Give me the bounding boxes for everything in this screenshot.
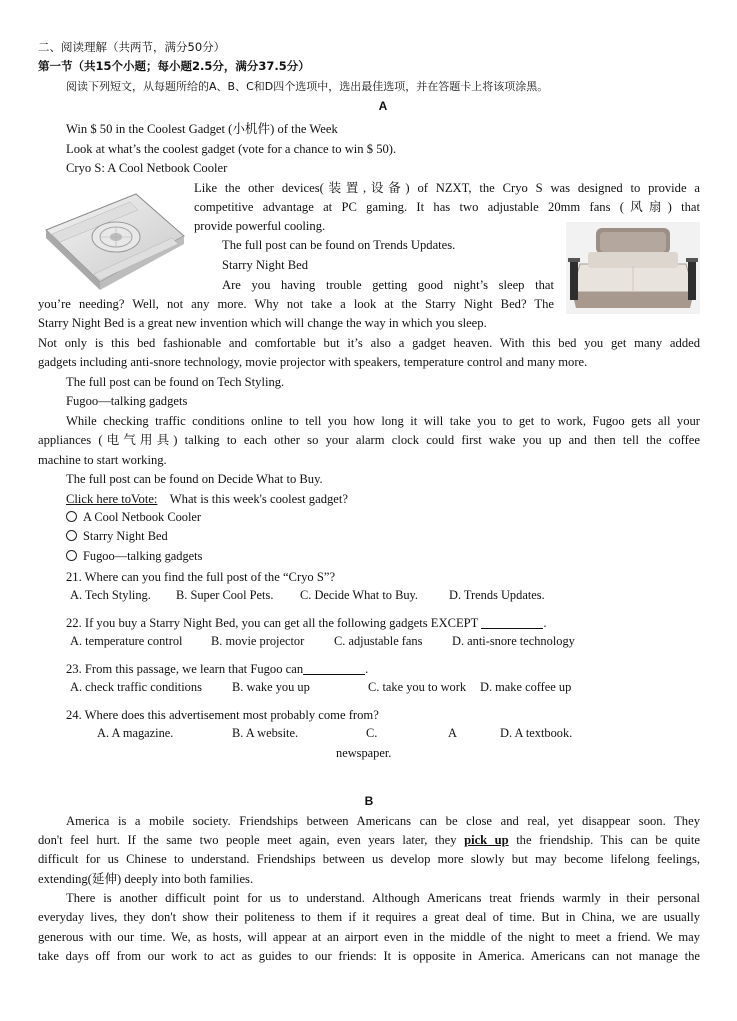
item2-line5: gadgets including anti-snore technology, movie projector with speakers, temperature control and many more. [38,355,588,369]
answer-blank [481,616,543,629]
vote-option-2[interactable]: Starry Night Bed [66,529,168,544]
passage-b-p1-line4: extending(延伸) deeply into both families. [38,872,254,886]
answer-blank [303,662,365,675]
section-heading: 二、阅读理解（共两节，满分50分） [38,40,226,54]
vote-question: What is this week's coolest gadget? [169,492,348,506]
vote-option-3[interactable]: Fugoo—talking gadgets [66,549,202,564]
item1-title: Cryo S: A Cool Netbook Cooler [66,161,228,175]
passage-b-p1-line2: don't feel hurt. If the same two people meet again, even years later, they pick up the friendship. This can be quite [38,833,701,847]
instructions: 阅读下列短文，从每题所给的A、B、C和D四个选项中，选出最佳选项，并在答题卡上将该项涂黑。 [66,80,549,93]
q21-option-b: B. Super Cool Pets. [176,588,274,602]
passage-a-title: Win $ 50 in the Coolest Gadget (小机件) of the Week [66,122,338,136]
part-one-heading: 第一节（共15个小题；每小题2.5分，满分37.5分） [38,59,310,73]
passage-b-p2-line3: generous with our time. We, as hosts, will appear at an airport even in the middle of the night to meet a friend. We may [38,930,700,944]
item2-full-post: The full post can be found on Tech Styling. [66,375,285,389]
passage-b-letter: B [364,794,374,808]
q21-option-d: D. Trends Updates. [449,588,545,602]
item3-title: Fugoo—talking gadgets [66,394,188,408]
item3-line3: machine to start working. [38,453,167,467]
q21-stem: 21. Where can you find the full post of the “Cryo S”? [66,570,336,584]
q22-option-a: A. temperature control [70,634,183,648]
item3-line1: While checking traffic conditions online to tell you how long it will take you to get to work, Fugoo gets all your [66,414,700,428]
q23-option-d: D. make coffee up [480,680,572,694]
item1-line2: competitive advantage at PC gaming. It has two adjustable 20mm fans (风扇) that [194,200,700,214]
q24-stem: 24. Where does this advertisement most probably come from? [66,708,379,722]
q22-option-c: C. adjustable fans [334,634,423,648]
q23-option-a: A. check traffic conditions [70,680,202,694]
vote-option-1[interactable]: A Cool Netbook Cooler [66,510,201,525]
passage-b-p2-line1: There is another difficult point for us to understand. Although Americans treat friends warmly in their personal [66,891,700,905]
passage-a-intro: Look at what’s the coolest gadget (vote for a chance to win $ 50). [66,142,397,156]
item2-line1: Are you having trouble getting good night’s sleep that [222,278,554,292]
q21-option-c: C. Decide What to Buy. [300,588,419,602]
netbook-cooler-image [38,190,188,290]
item2-line2: you’re needing? Well, not any more. Why not take a look at the Starry Night Bed? The [38,297,554,311]
vote-row [66,490,700,509]
q24-option-c-article: A [448,726,457,740]
q23-stem: 23. From this passage, we learn that Fugoo can [66,662,304,676]
radio-circle-icon[interactable] [66,550,77,561]
q24-option-a: A. A magazine. [97,726,174,740]
passage-a-letter: A [378,99,388,113]
item2-title: Starry Night Bed [222,258,309,272]
radio-circle-icon[interactable] [66,511,77,522]
q22-row: 22. If you buy a Starry Night Bed, you can get all the following gadgets EXCEPT . [66,616,547,630]
q24-option-c-text: newspaper. [336,746,392,760]
q23-row: 23. From this passage, we learn that Fugoo can . [66,662,369,676]
q23-option-c: C. take you to work [368,680,467,694]
item1-line3: provide powerful cooling. [194,219,326,233]
passage-b-p2-line4: take days off from our work to act as guides to our friends: It is opposite in America. Americans can not manage the [38,949,700,963]
item3-line2: appliances (电气用具) talking to each other so your alarm clock could first wake you up and then tell the coffee [38,433,700,447]
item1-full-post: The full post can be found on Trends Updates. [222,238,456,252]
pick-up-phrase: pick up [464,833,509,847]
q23-option-b: B. wake you up [232,680,310,694]
q24-option-c-label: C. [366,726,378,740]
item3-full-post: The full post can be found on Decide What to Buy. [66,472,323,486]
item1-line1: Like the other devices(装置,设备) of NZXT, the Cryo S was designed to provide a [194,181,700,195]
passage-b-p1-line3: difficult for us Chinese to understand. Friendships between us develop more slowly but may become lifelong feelings, [38,852,700,866]
item2-line4: Not only is this bed fashionable and comfortable but it’s also a gadget heaven. With this bed you get many added [38,336,700,350]
vote-link[interactable]: Click here toVote: [66,492,158,506]
item2-line3: Starry Night Bed is a great new invention which will change the way in which you sleep. [38,316,487,330]
q24-option-b: B. A website. [232,726,299,740]
q24-option-d: D. A textbook. [500,726,573,740]
q21-option-a: A. Tech Styling. [70,588,151,602]
passage-b-p1-line1: America is a mobile society. Friendships between Americans can be close and real, yet disappear soon. They [66,814,700,828]
starry-night-bed-image [566,222,700,314]
q22-option-b: B. movie projector [211,634,305,648]
q22-option-d: D. anti-snore technology [452,634,575,648]
q22-stem: 22. If you buy a Starry Night Bed, you can get all the following gadgets EXCEPT [66,616,479,630]
radio-circle-icon[interactable] [66,530,77,541]
passage-b-p2-line2: everyday lives, they don't show their politeness to them if it requires a great deal of time. But in China, we are usually [38,910,700,924]
